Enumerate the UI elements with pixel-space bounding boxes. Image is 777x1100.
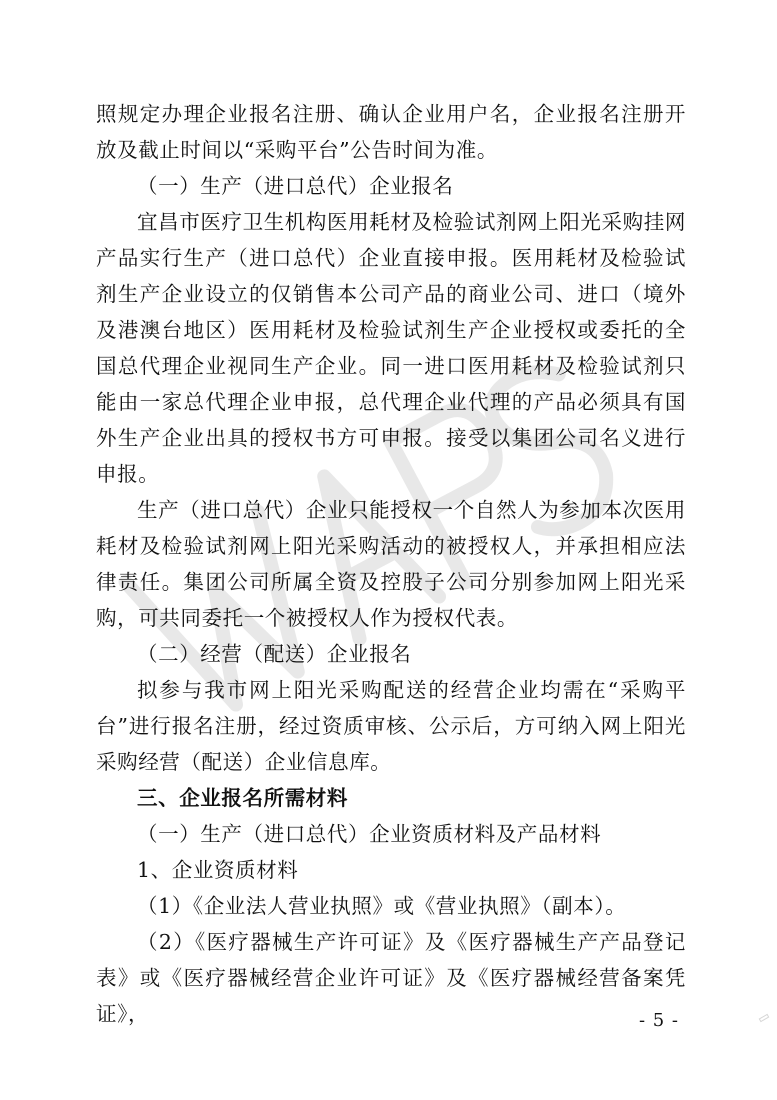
paragraph: 照规定办理企业报名注册、确认企业用户名，企业报名注册开放及截止时间以“采购平台”公告时间为准。 — [96, 102, 686, 162]
chapter-heading: 三、企业报名所需材料 — [137, 786, 348, 810]
paragraph: 宜昌市医疗卫生机构医用耗材及检验试剂网上阳光采购挂网产品实行生产（进口总代）企业直接申报。医用耗材及检验试剂生产企业设立的仅销售本公司产品的商业公司、进口（境外及港澳台地区）医用耗材及检验试剂生产企业授权或委托的全国总代理企业视同生产企业。同一进口医用耗材及检验试剂只能由一家总代理企业申报，总代理企业代理的产品必须具有国外生产企业出具的授权书方可申报。接受以集团公司名义进行申报。 — [96, 210, 686, 486]
paragraph: 生产（进口总代）企业只能授权一个自然人为参加本次医用耗材及检验试剂网上阳光采购活动的被授权人，并承担相应法律责任。集团公司所属全资及控股子公司分别参加网上阳光采购，可共同委托一个被授权人作为授权代表。 — [96, 498, 686, 630]
corner-stamp — [759, 1014, 770, 1022]
list-item: （1）《企业法人营业执照》或《营业执照》（副本）。 — [137, 894, 627, 918]
section-heading: （二）经营（配送）企业报名 — [137, 642, 412, 666]
document-body — [96, 96, 686, 1032]
subsection-heading: 1、企业资质材料 — [137, 858, 299, 882]
page-number: - 5 - — [638, 1010, 679, 1031]
section-heading: （一）生产（进口总代）企业资质材料及产品材料 — [137, 822, 602, 846]
list-item: （2）《医疗器械生产许可证》及《医疗器械生产产品登记表》或《医疗器械经营企业许可证》及《医疗器械经营备案凭证》， — [96, 930, 686, 1026]
section-heading: （一）生产（进口总代）企业报名 — [137, 174, 454, 198]
paragraph: 拟参与我市网上阳光采购配送的经营企业均需在“采购平台”进行报名注册，经过资质审核、公示后，方可纳入网上阳光采购经营（配送）企业信息库。 — [96, 678, 686, 774]
